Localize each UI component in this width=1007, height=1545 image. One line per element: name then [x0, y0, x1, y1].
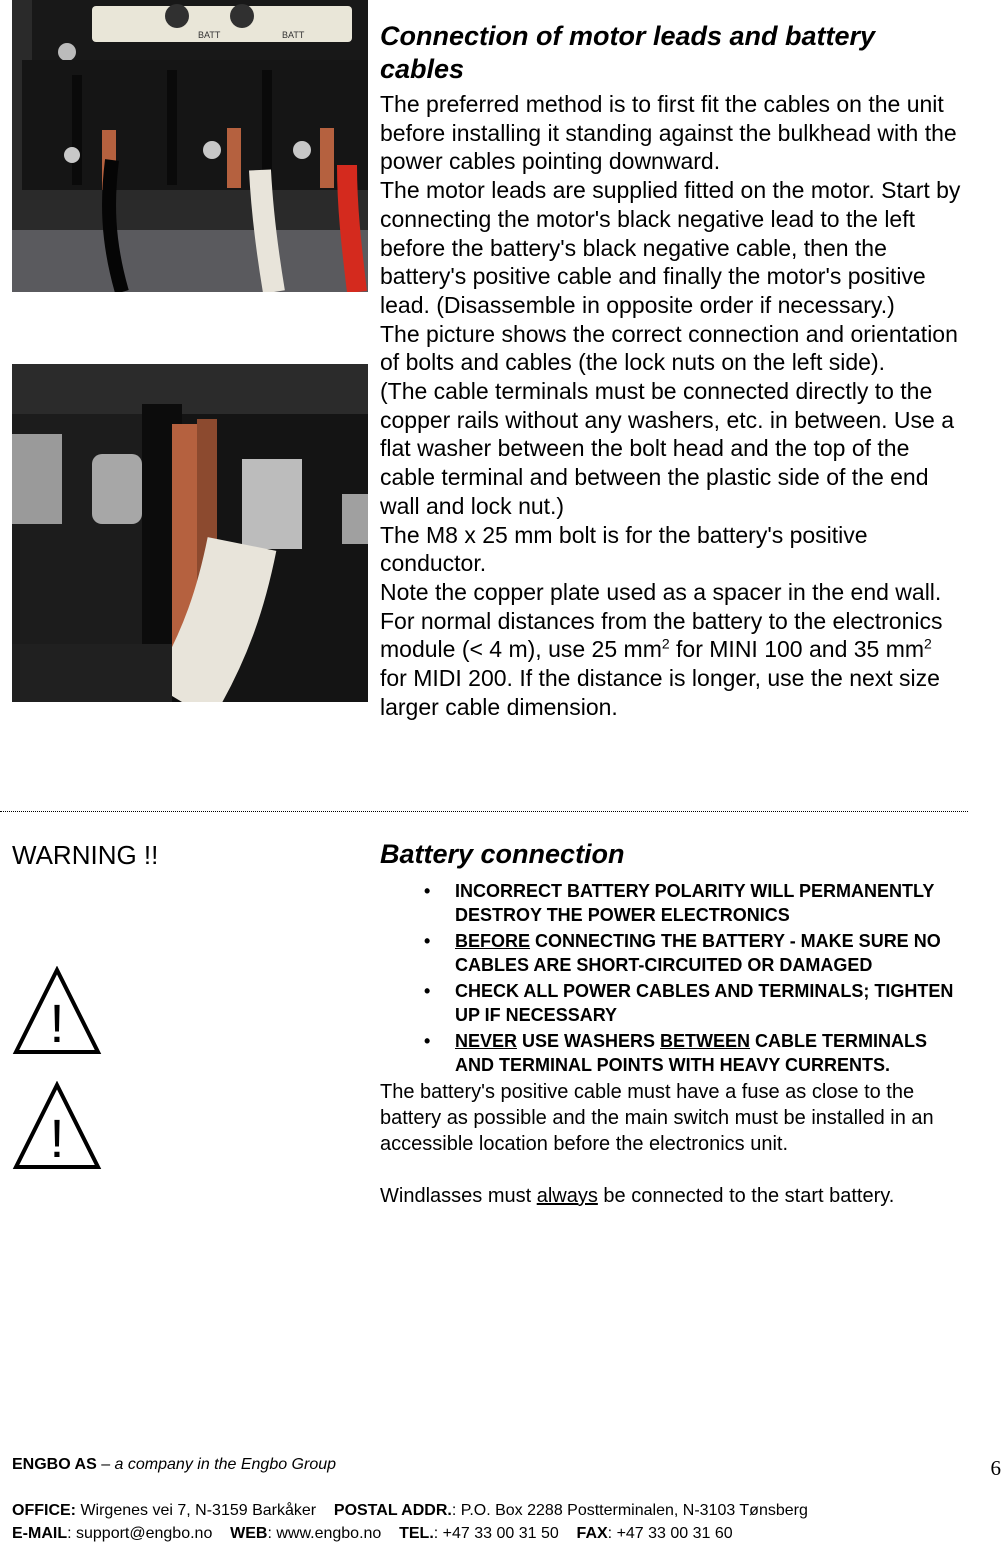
list-item	[380, 879, 965, 927]
bullet-glyph: •	[424, 931, 431, 951]
footer-office-label: OFFICE:	[12, 1502, 76, 1519]
footer-company-sep: –	[96, 1456, 115, 1473]
battery-warning-list	[380, 879, 965, 1077]
list-item	[380, 929, 965, 977]
footer-address-line	[12, 1499, 1002, 1522]
warning-label: WARNING !!	[12, 840, 159, 870]
footer-tel-value: : +47 33 00 31 50	[433, 1525, 559, 1542]
paragraph-motor-leads: The motor leads are supplied fitted on the motor. Start by connecting the motor's black negative lead to the left before the battery's black negative cable, then the battery's positive cable and finally the motor's positive lead. (Disassemble in opposite order if necessary.)	[380, 177, 961, 318]
bullet-glyph: •	[424, 1031, 431, 1051]
footer-web-label: WEB	[230, 1525, 268, 1542]
paragraph-fuse: The battery's positive cable must have a fuse as close to the battery as possible and the main switch must be installed in an accessible location before the electronics unit.	[380, 1081, 934, 1155]
footer-email-label: E-MAIL	[12, 1525, 68, 1542]
paragraph-windlass	[380, 1183, 965, 1209]
cable-note-sup2: 2	[924, 635, 932, 652]
section-battery-connection	[380, 838, 965, 1209]
windlass-pre: Windlasses must	[380, 1185, 537, 1207]
bullet-never-underlined: NEVER	[455, 1031, 518, 1051]
paragraph-preferred-method: The preferred method is to first fit the cables on the unit before installing it standing against the bulkhead with the power cables pointing downward.	[380, 91, 957, 175]
list-item	[380, 1029, 965, 1077]
paragraph-bolt: The M8 x 25 mm bolt is for the battery's positive conductor.	[380, 521, 868, 577]
warning-icon-glyph: !	[49, 1109, 65, 1169]
bullet-between-underlined: BETWEEN	[660, 1031, 751, 1051]
footer-postal-label: POSTAL ADDR.	[333, 1502, 452, 1519]
section-divider	[0, 811, 968, 812]
bullet-check-cables: CHECK ALL POWER CABLES AND TERMINALS; TIGHTEN UP IF NECESSARY	[455, 981, 954, 1025]
cable-note-part1: For normal distances from the battery to the electronics module (< 4 m), use 25 mm	[380, 607, 943, 663]
photo-terminal-closeup-graphic	[12, 364, 368, 702]
bullet-glyph: •	[424, 881, 431, 901]
footer-email-value: : support@engbo.no	[67, 1525, 213, 1542]
footer-company: ENGBO AS	[12, 1456, 97, 1473]
bullet-before-underlined: BEFORE	[455, 931, 531, 951]
photo-connection-overview	[12, 0, 368, 292]
paragraph-picture: The picture shows the correct connection and orientation of bolts and cables (the lock nuts on the left side).	[380, 320, 958, 376]
page-footer	[12, 1453, 1002, 1545]
bullet-before-rest: CONNECTING THE BATTERY - MAKE SURE NO CABLES ARE SHORT-CIRCUITED OR DAMAGED	[455, 931, 941, 975]
batt-label-1: BATT	[198, 30, 221, 40]
paragraph-copper-plate: Note the copper plate used as a spacer in the end wall.	[380, 578, 942, 605]
footer-company-line	[12, 1453, 1002, 1476]
cable-note-part2: for MINI 100 and 35 mm	[669, 636, 925, 663]
cable-note-sup1: 2	[661, 635, 670, 652]
windlass-post: be connected to the start battery.	[597, 1185, 895, 1207]
photo-connection-overview-graphic	[12, 0, 368, 292]
section-motor-leads-body	[380, 90, 965, 721]
page-number: 6	[990, 1456, 1001, 1480]
photo-terminal-closeup	[12, 364, 368, 702]
footer-web-value: : www.engbo.no	[267, 1525, 382, 1542]
warning-triangle-icon	[12, 1081, 102, 1176]
paragraph-cable-dimension	[380, 607, 965, 722]
bullet-never-mid: USE WASHERS	[517, 1031, 661, 1051]
bullet-polarity: INCORRECT BATTERY POLARITY WILL PERMANENTLY DESTROY THE POWER ELECTRONICS	[455, 881, 935, 925]
bullet-never-rest: CABLE TERMINALS AND TERMINAL POINTS WITH HEAVY CURRENTS.	[455, 1031, 928, 1075]
footer-fax-label: FAX	[576, 1525, 608, 1542]
paragraph-cable-terminals: (The cable terminals must be connected directly to the copper rails without any washers, etc. in between. Use a flat washer between the bolt head and the top of the cable terminal and between the plastic side of the end wall and lock nut.)	[380, 378, 955, 519]
footer-tagline: a company in the Engbo Group	[114, 1456, 337, 1473]
cable-note-part3: for MIDI 200. If the distance is longer, use the next size larger cable dimension.	[380, 665, 940, 720]
batt-label-2: BATT	[282, 30, 305, 40]
list-item	[380, 979, 965, 1027]
section-battery-title: Battery connection	[380, 839, 625, 869]
section-motor-leads-title: Connection of motor leads and battery cables	[380, 21, 876, 84]
section-motor-leads	[380, 20, 965, 721]
footer-postal-value: : P.O. Box 2288 Postterminalen, N-3103 Tønsberg	[451, 1502, 808, 1519]
footer-office-value: Wirgenes vei 7, N-3159 Barkåker	[76, 1502, 317, 1519]
windlass-always: always	[536, 1185, 598, 1207]
bullet-glyph: •	[424, 981, 431, 1001]
footer-tel-label: TEL.	[399, 1525, 434, 1542]
warning-icon-glyph: !	[49, 994, 65, 1054]
footer-fax-value: : +47 33 00 31 60	[607, 1525, 733, 1542]
battery-notes	[380, 1079, 965, 1209]
warning-triangle-icon	[12, 966, 102, 1061]
footer-contact-line	[12, 1522, 1002, 1545]
